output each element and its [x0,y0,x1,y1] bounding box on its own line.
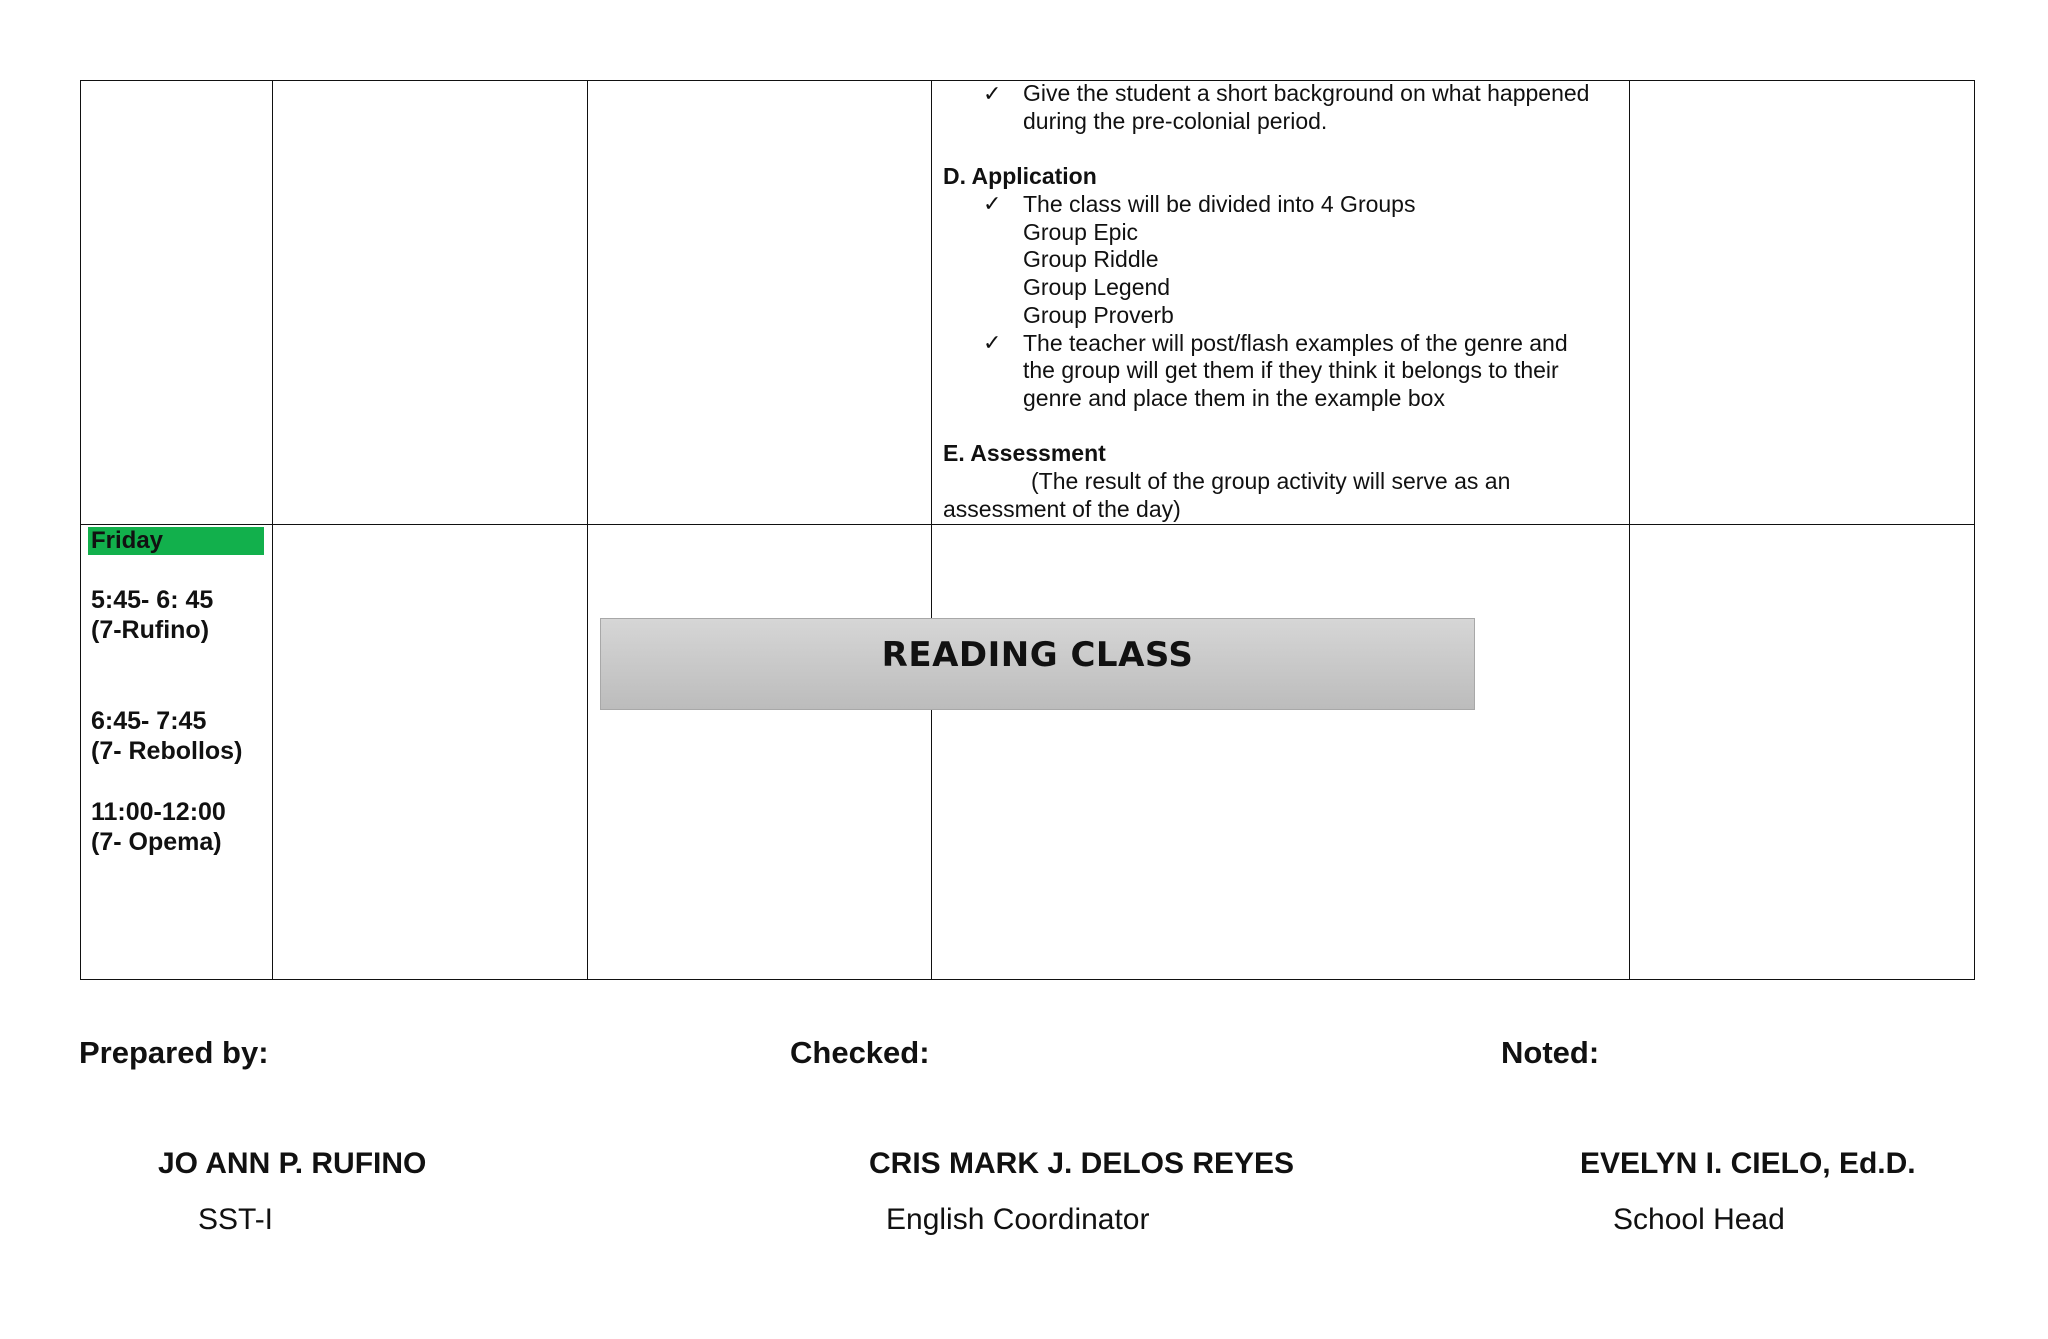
table-column-divider [931,80,932,980]
table-column-divider [587,80,588,980]
checker-name: CRIS MARK J. DELOS REYES [869,1147,1295,1180]
preparer-name: JO ANN P. RUFINO [158,1147,427,1180]
assessment-line: assessment of the day) [943,496,1181,522]
group-item: Group Proverb [1023,302,1174,328]
checked-label: Checked: [790,1035,930,1070]
assessment-line: (The result of the group activity will serve as an [1031,468,1511,494]
group-item: Group Riddle [1023,246,1159,272]
background-bullet-line: Give the student a short background on what happened [1023,80,1590,106]
table-column-divider [272,80,273,980]
reading-class-banner: READING CLASS [600,618,1475,710]
preparer-role: SST-I [198,1203,274,1236]
session-section: (7- Rebollos) [91,737,243,765]
noted-label: Noted: [1501,1035,1600,1070]
checker-role: English Coordinator [886,1203,1150,1236]
session-time: 5:45- 6: 45 [91,586,214,614]
group-item: Group Epic [1023,219,1139,245]
check-mark-icon: ✓ [983,81,1002,106]
groups-bullet: The class will be divided into 4 Groups [1023,191,1416,217]
prepared-by-label: Prepared by: [79,1035,269,1070]
assessment-heading: E. Assessment [943,440,1106,466]
table-column-divider [1629,80,1630,980]
check-mark-icon: ✓ [983,330,1002,355]
teacher-bullet-line: the group will get them if they think it belongs to their [1023,357,1559,383]
group-item: Group Legend [1023,274,1171,300]
table-row-divider [80,524,1975,525]
teacher-bullet-line: The teacher will post/flash examples of the genre and [1023,330,1568,356]
check-mark-icon: ✓ [983,191,1002,216]
friday-day-label: Friday [88,527,264,555]
session-time: 6:45- 7:45 [91,707,207,735]
session-section: (7-Rufino) [91,616,210,644]
session-time: 11:00-12:00 [91,798,226,826]
application-heading: D. Application [943,163,1097,189]
noter-name: EVELYN I. CIELO, Ed.D. [1580,1147,1916,1180]
background-bullet-line: during the pre-colonial period. [1023,108,1328,134]
teacher-bullet-line: genre and place them in the example box [1023,385,1445,411]
noter-role: School Head [1613,1203,1785,1236]
session-section: (7- Opema) [91,828,222,856]
